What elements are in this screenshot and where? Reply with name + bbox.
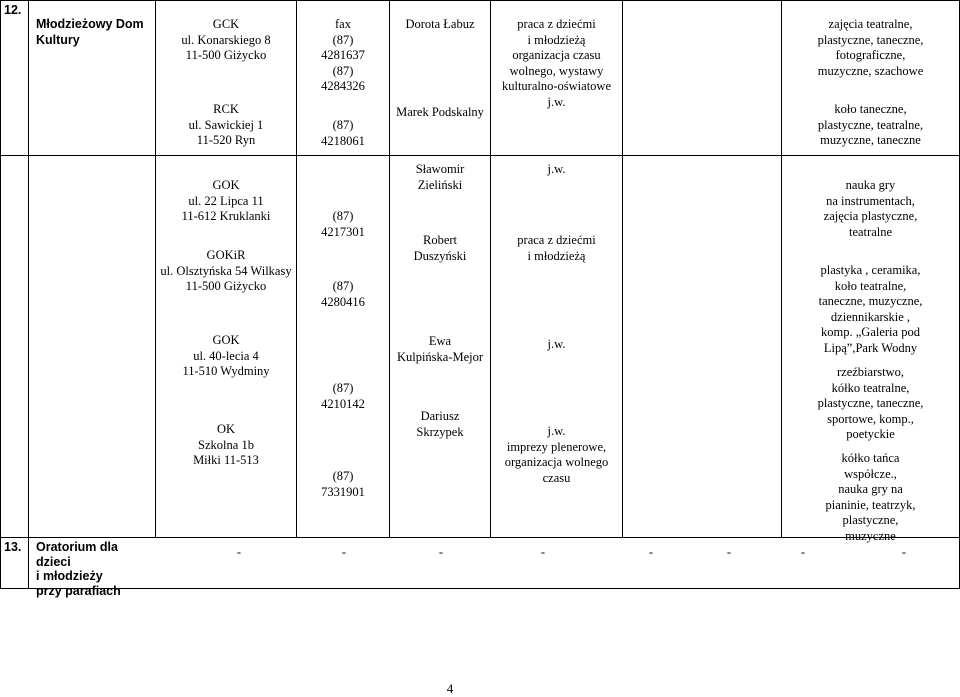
activity-form: j.w. [547,337,566,351]
activity-list: kółko tańca współcze., nauka gry na pianinie, teatrzyk, plastyczne, muzyczne [825,451,916,543]
address: RCK ul. Sawickiej 1 11-520 Ryn [188,102,264,147]
contact-person: Sławomir Zieliński [415,162,465,192]
address: GOK ul. 40-lecia 4 11-510 Wydminy [182,333,270,378]
address: GOKiR ul. Olsztyńska 54 Wilkasy 11-500 Giżycko [160,248,292,293]
empty-cell-dash: - [540,545,546,559]
contact-person: Dariusz Skrzypek [416,409,464,439]
contact-person: Dorota Łabuz [405,17,475,31]
phone: (87) 4218061 [321,118,365,148]
institution-name: Młodzieżowy Dom Kultury [36,17,144,47]
phone: (87) 7331901 [321,469,365,499]
address: GCK ul. Konarskiego 8 11-500 Giżycko [181,17,271,62]
activity-form: praca z dziećmi i młodzieżą organizacja czasu wolnego, wystawy kulturalno-oświatowe j.w. [501,17,611,109]
activity-list: zajęcia teatralne, plastyczne, taneczne, fotograficzne, muzyczne, szachowe [817,17,924,78]
column-divider [389,0,390,538]
contact-person: Marek Podskalny [396,105,484,119]
table-top-border [0,0,960,1]
empty-cell-dash: - [648,545,654,559]
empty-cell-dash: - [438,545,444,559]
activity-list: plastyka , ceramika, koło teatralne, taneczne, muzyczne, dziennikarskie , komp. „Galeria pod Lipą”,Park Wodny [818,263,923,355]
activity-form: praca z dziećmi i młodzieżą [517,233,596,263]
page-number: 4 [446,681,454,696]
address: OK Szkolna 1b Miłki 11-513 [193,422,259,467]
column-divider [28,0,29,589]
contact-person: Ewa Kulpińska-Mejor [396,334,484,364]
activity-form: j.w. [547,162,566,176]
column-divider [0,0,1,589]
empty-cell-dash: - [800,545,806,559]
row-number: 12. [4,3,22,17]
empty-cell-dash: - [901,545,907,559]
row-divider [0,155,960,156]
column-divider [622,0,623,538]
phone: (87) 4217301 [321,209,365,239]
activity-list: rzeźbiarstwo, kółko teatralne, plastyczne, taneczne, sportowe, komp., poetyckie [817,365,924,441]
phone: fax (87) 4281637 (87) 4284326 [321,17,365,93]
phone: (87) 4280416 [321,279,365,309]
empty-cell-dash: - [341,545,347,559]
activity-list: koło taneczne, plastyczne, teatralne, muzyczne, taneczne [817,102,924,147]
row-number: 13. [4,540,22,554]
empty-cell-dash: - [236,545,242,559]
address: GOK ul. 22 Lipca 11 11-612 Kruklanki [181,178,271,223]
institution-name: Oratorium dla dzieci i młodzieży przy parafiach [36,540,121,598]
phone: (87) 4210142 [321,381,365,411]
empty-cell-dash: - [726,545,732,559]
activity-form: j.w. imprezy plenerowe, organizacja wolnego czasu [504,424,609,485]
activity-list: nauka gry na instrumentach, zajęcia plastyczne, teatralne [823,178,918,239]
contact-person: Robert Duszyński [413,233,467,263]
